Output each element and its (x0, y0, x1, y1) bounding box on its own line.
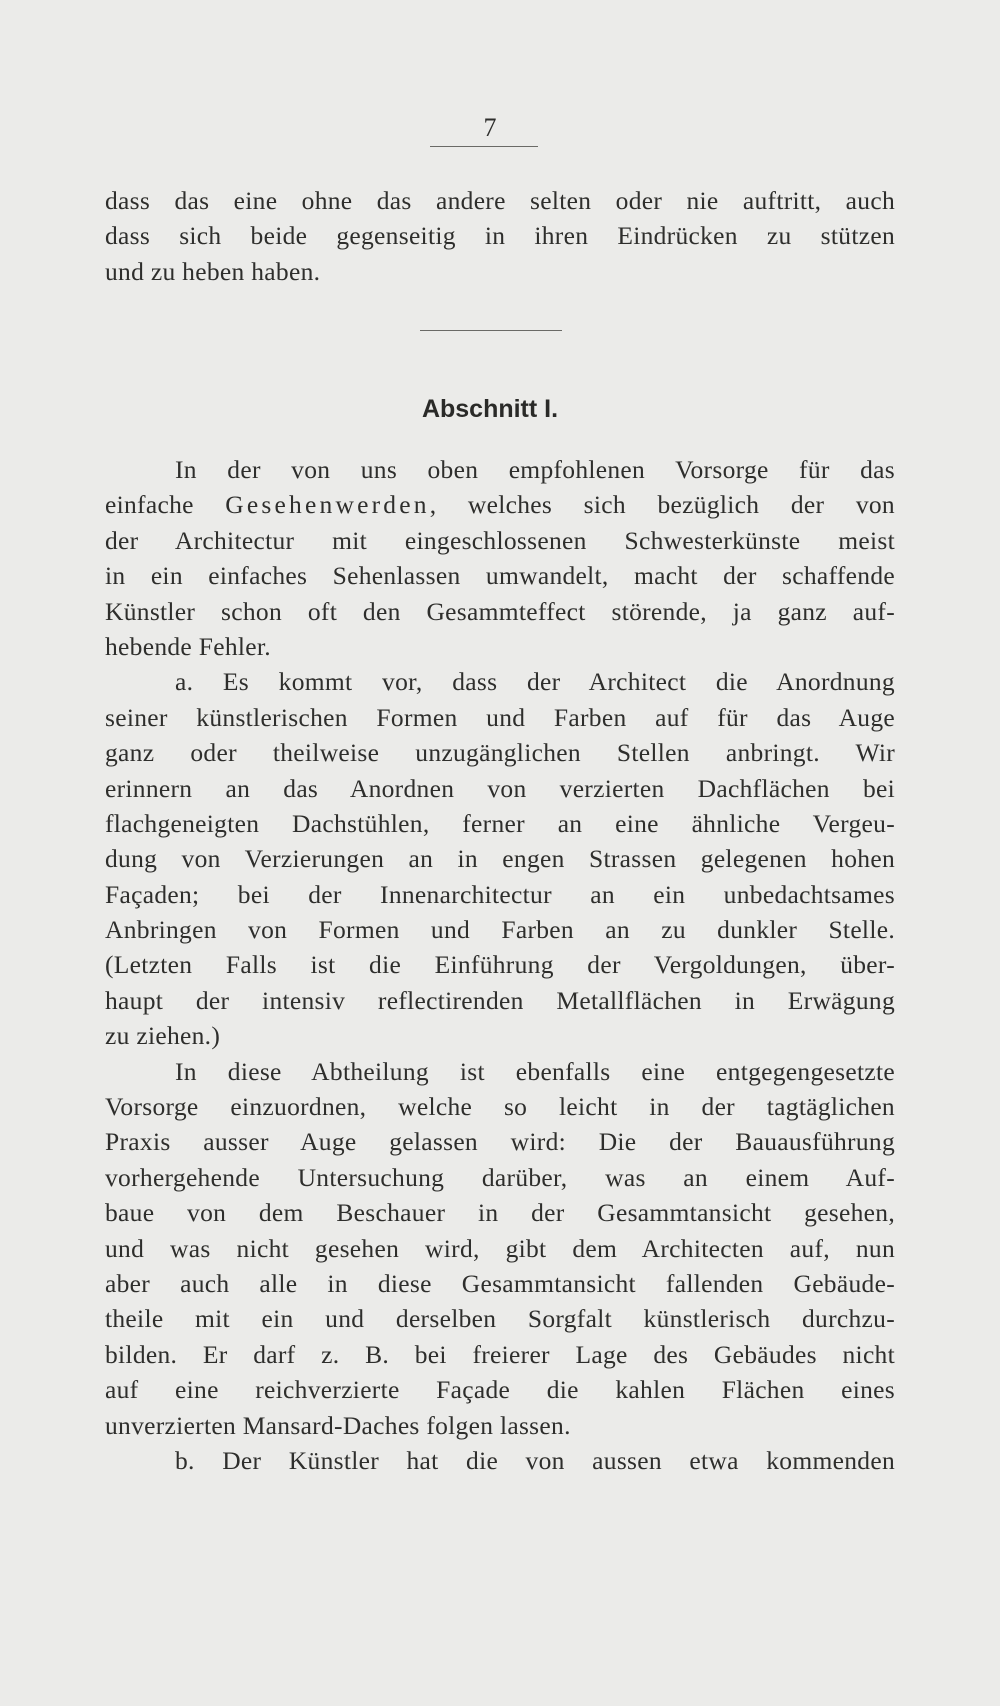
text-line: und zu heben haben. (105, 256, 321, 286)
text-line: der Architectur mit eingeschlossenen Schwesterkünste meist (105, 525, 895, 555)
text-line: in ein einfaches Sehenlassen umwandelt, macht der schaffende (105, 561, 895, 591)
text-line: und was nicht gesehen wird, gibt dem Architecten auf, nun (105, 1233, 895, 1263)
text-line: theile mit ein und derselben Sorgfalt künstlerisch durchzu- (105, 1304, 895, 1334)
text-line: dass sich beide gegenseitig in ihren Eindrücken zu stützen (105, 221, 895, 251)
text-line: vorhergehende Untersuchung darüber, was an einem Auf- (105, 1162, 895, 1192)
page-number: 7 (483, 113, 497, 142)
section-divider (420, 330, 562, 331)
intro-paragraph (105, 183, 895, 289)
text-line: dung von Verzierungen an in engen Strassen gelegenen hohen (105, 844, 895, 874)
text-line: dass das eine ohne das andere selten oder nie auftritt, auch (105, 186, 895, 215)
text-line: zu ziehen.) (105, 1021, 221, 1051)
text-line: seiner künstlerischen Formen und Farben auf für das Auge (105, 702, 895, 732)
text-line: a. Es kommt vor, dass der Architect die Anordnung (175, 667, 895, 697)
text-line: baue von dem Beschauer in der Gesammtansicht gesehen, (105, 1198, 895, 1228)
text-line: unverzierten Mansard-Daches folgen lassen. (105, 1410, 571, 1440)
text-line: In diese Abtheilung ist ebenfalls eine entgegengesetzte (175, 1056, 895, 1086)
section-heading: Abschnitt I. (421, 395, 559, 423)
text-line: hebende Fehler. (105, 631, 271, 661)
text-line: Vorsorge einzuordnen, welche so leicht in der tagtäglichen (105, 1092, 895, 1122)
emphasis-text: einfache Gesehenwerden, welches sich bezüglich der von (105, 490, 895, 520)
text-line: Künstler schon oft den Gesammteffect störende, ja ganz auf- (105, 596, 895, 626)
text-line: In der von uns oben empfohlenen Vorsorge für das (175, 455, 895, 484)
text-line: b. Der Künstler hat die von aussen etwa kommenden (175, 1445, 895, 1475)
header-rule (430, 146, 538, 147)
text-line: erinnern an das Anordnen von verzierten Dachflächen bei (105, 773, 895, 803)
text-line: bilden. Er darf z. B. bei freierer Lage des Gebäudes nicht (105, 1339, 895, 1369)
letterspaced-word: Gesehenwerden (225, 490, 430, 520)
text-line: Façaden; bei der Innenarchitectur an ein unbedachtsames (105, 879, 895, 909)
text-line: Anbringen von Formen und Farben an zu dunkler Stelle. (105, 915, 895, 945)
text-line: auf eine reichverzierte Façade die kahlen Flächen eines (105, 1375, 895, 1405)
text-line (105, 487, 895, 522)
text-line: ganz oder theilweise unzugänglichen Stellen anbringt. Wir (105, 738, 895, 768)
text-line: aber auch alle in diese Gesammtansicht fallenden Gebäude- (105, 1268, 895, 1298)
body-text (105, 452, 895, 1478)
text-line: flachgeneigten Dachstühlen, ferner an eine ähnliche Vergeu- (105, 808, 895, 838)
text-line: Praxis ausser Auge gelassen wird: Die der Bauausführung (105, 1127, 895, 1157)
text-line: (Letzten Falls ist die Einführung der Vergoldungen, über- (105, 950, 895, 980)
text-line: haupt der intensiv reflectirenden Metallflächen in Erwägung (105, 985, 895, 1015)
